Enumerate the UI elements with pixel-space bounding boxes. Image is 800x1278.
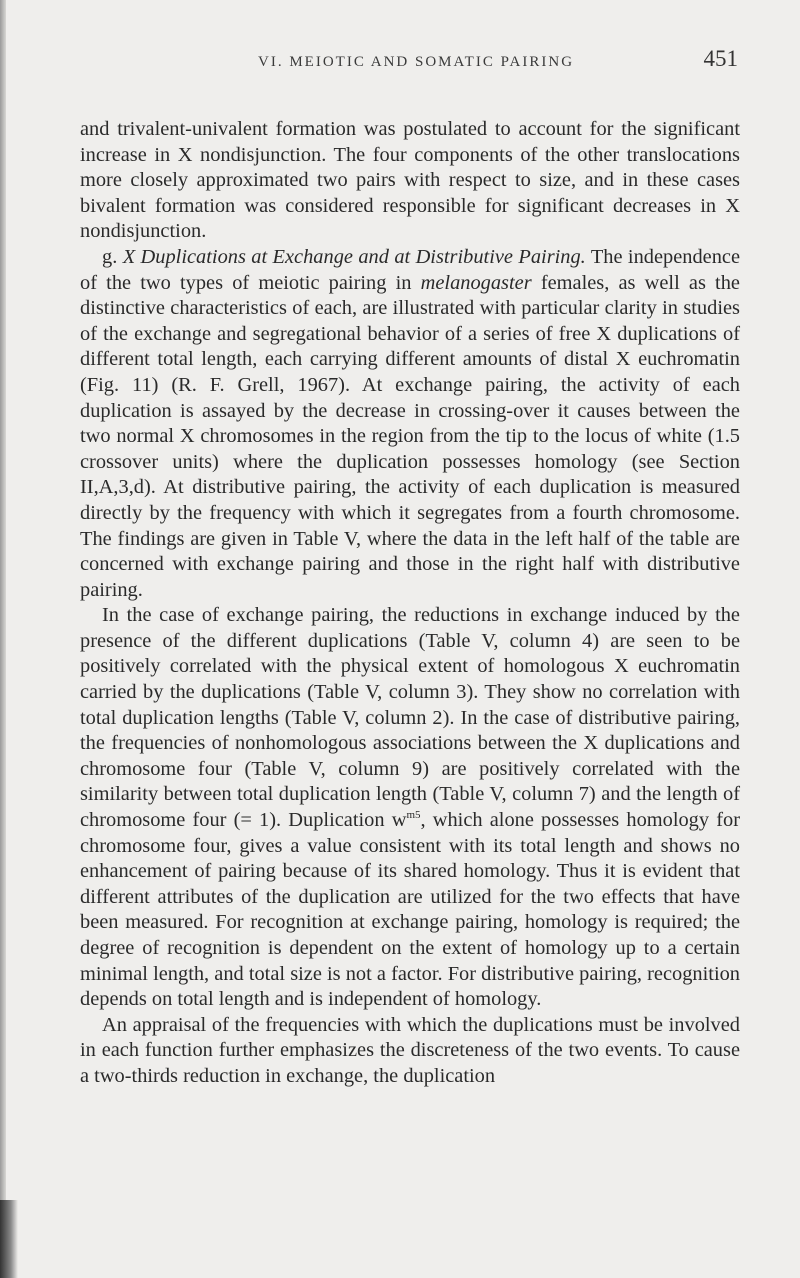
paragraph-3 (80, 603, 740, 1013)
section-label: g. (102, 245, 118, 268)
section-title: X Duplications at Exchange and at Distributive Pairing. (122, 245, 586, 268)
paragraph-4: An appraisal of the frequencies with which the duplications must be involved in each function further emphasizes the discreteness of the two events. To cause a two-thirds reduction in exchange, the duplication (80, 1013, 740, 1087)
body-text (80, 117, 740, 1090)
running-head: VI. MEIOTIC AND SOMATIC PAIRING (258, 54, 575, 70)
page-number: 451 (703, 46, 738, 71)
species-name: melanogaster (420, 271, 532, 294)
page-header (80, 46, 738, 86)
paragraph-3-text-a: In the case of exchange pairing, the reductions in exchange induced by the presence of the different duplications (Table V, column 4) are seen to be positively correlated with the physical extent of homologous X euchromatin carried by the duplications (Table V, column 3). They show no correlation with total duplication lengths (Table V, column 2). In the case of distributive pairing, the frequencies of nonhomologous associations between the X duplications and chromosome four (Table V, column 9) are positively correlated with the similarity between total duplication length (Table V, column 7) and the length of chromosome four (= 1). Duplication w (80, 604, 740, 832)
paragraph-2-text-a: The independence of the two types of meiotic pairing in (80, 245, 740, 294)
paragraph-2-text-b: females, as well as the distinctive characteristics of each, are illustrated with particular clarity in studies of the exchange and segregational behavior of a series of free X duplications of different total length, each carrying different amounts of distal X euchromatin (Fig. 11) (R. F. Grell, 1967). At exchange pairing, the activity of each duplication is assayed by the decrease in crossing-over it causes between the two normal X chromosomes in the region from the tip to the locus of white (1.5 crossover units) where the duplication possesses homology (see Section II,A,3,d). At distributive pairing, the activity of each duplication is measured directly by the frequency with which it segregates from a fourth chromosome. The findings are given in Table V, where the data in the left half of the table are concerned with exchange pairing and those in the right half with distributive pairing. (80, 271, 740, 601)
binding-shadow (0, 1200, 18, 1278)
page-spine-shadow (0, 0, 6, 1278)
paragraph-3-text-b: , which alone possesses homology for chromosome four, gives a value consistent with its total length and shows no enhancement of pairing because of its shared homology. Thus it is evident that different attributes of the duplication are utilized for the two effects that have been measured. For recognition at exchange pairing, homology is required; the degree of recognition is dependent on the extent of homology up to a certain minimal length, and total size is not a factor. For distributive pairing, recognition depends on total length and is independent of homology. (80, 809, 740, 1011)
paragraph-2 (80, 245, 740, 603)
paragraph-1: and trivalent-univalent formation was postulated to account for the significant increase in X nondisjunction. The four components of the other translocations more closely approximated two pairs with respect to size, and in these cases bivalent formation was considered responsible for significant decreases in X nondisjunction. (80, 118, 740, 243)
allele-superscript: m5 (406, 809, 421, 822)
